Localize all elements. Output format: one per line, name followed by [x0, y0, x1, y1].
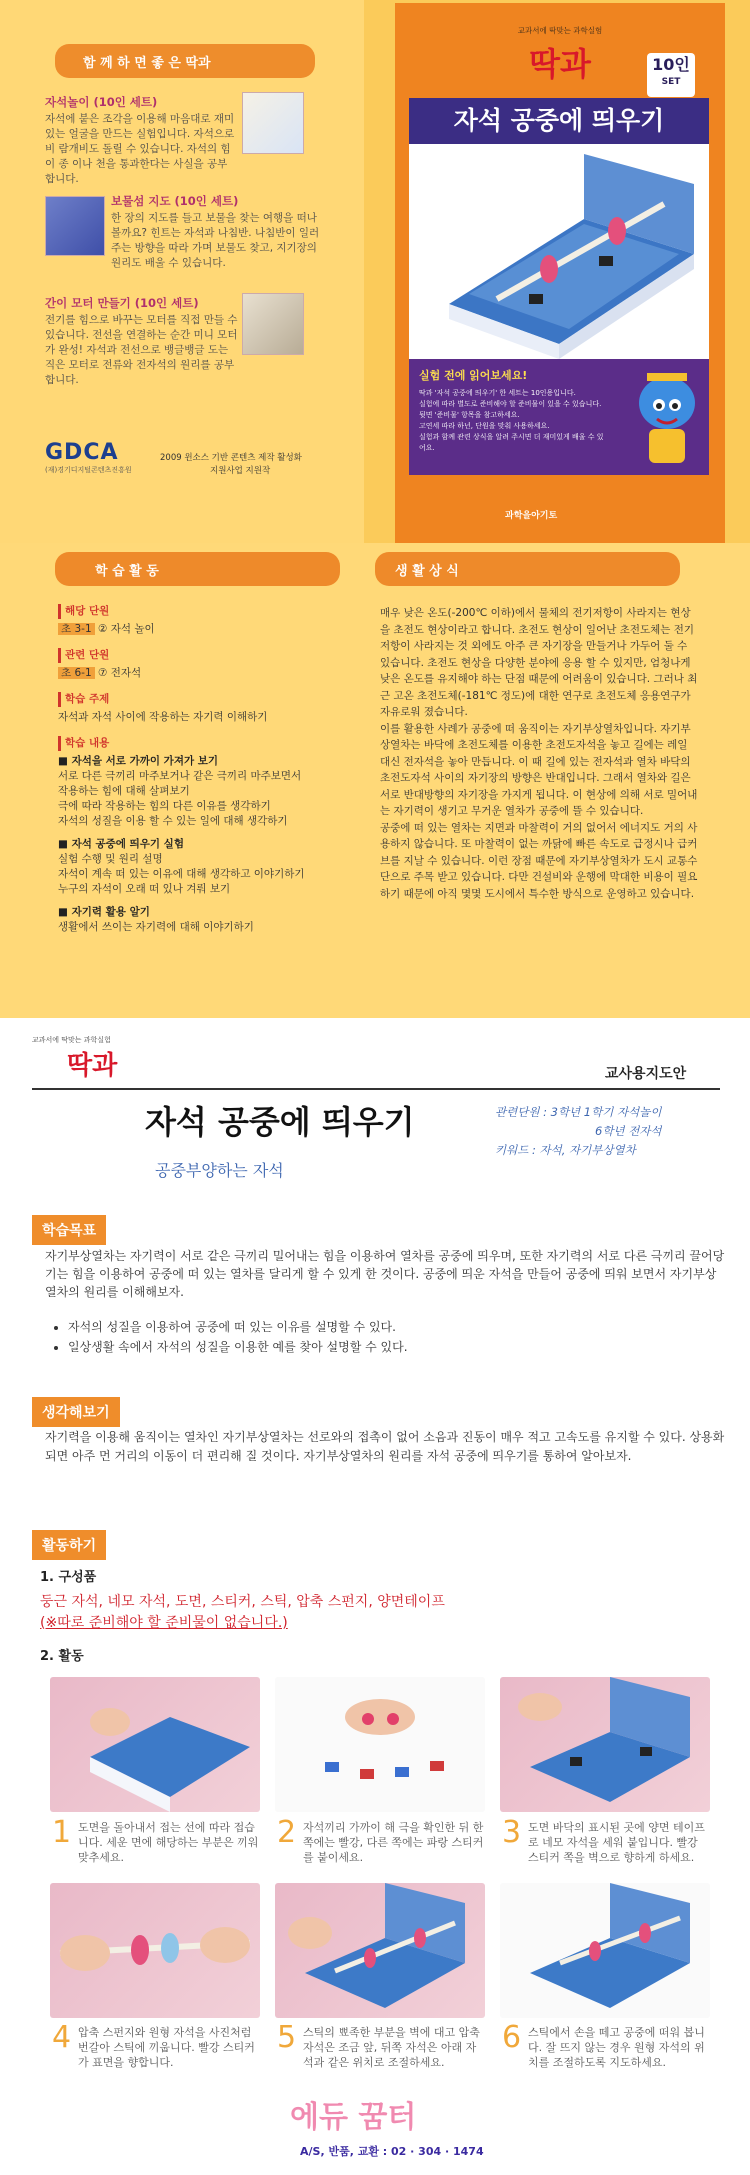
content-line: 서로 다른 극끼리 마주보거나 같은 극끼리 마주보면서: [58, 770, 302, 782]
guide-meta: [495, 1103, 662, 1160]
activity-heading: 2. 활동: [40, 1649, 84, 1664]
goal-text: 자기부상열차는 자기력이 서로 같은 극끼리 밀어내는 힘을 이용하여 열차를 공중에 띄우며, 또한 자기력의 서로 다른 극끼리 끌어당기는 힘을 이용하여 공중에 떠 있는 열차를 달리게 할 수 있게 한 것이다. 공중에 띄운 자석을 만들어 공중에 띄워 보면서 자기부상열차의 원리를 이해해보자.: [45, 1249, 725, 1299]
step-4-text: 압축 스펀지와 원형 자석을 사진처럼 번갈아 스틱에 끼웁니다. 빨강 스티커가 표면을 향합니다.: [78, 2026, 255, 2069]
common-paragraph: 매우 낮은 온도(-200℃ 이하)에서 물체의 전기저항이 사라지는 현상을 초전도 현상이라고 합니다. 초전도 현상이 일어난 초전도체는 전기저항이 사라지는 것 외에도 아주 큰 자기장을 만들거나 가두어 둘 수 있습니다. 초전도 현상을 다양한 분야에 응용 할 수 있지만, 엄청나게 낮은 온도를 유지해야 하는 단점 때문에 어려움이 있습니다. 그러나 최근 고온 초전도체(-181℃ 정도)에 대한 연구로 초전도체 응용연구가 자유로워 졌습니다.: [380, 607, 698, 718]
content-block-2: [58, 837, 358, 897]
content-line: 자석의 성질을 이용 할 수 있는 일에 대해 생각하기: [58, 815, 288, 827]
common-header-text: 생 활 상 식: [395, 564, 459, 579]
step-5-illustration: [275, 1883, 485, 2018]
gdca-desc: [160, 452, 302, 478]
goal-bullet: • 자석의 성질을 이용하여 공중에 떠 있는 이유를 설명할 수 있다.: [68, 1317, 408, 1337]
footer-brand: [290, 2092, 416, 2136]
content-block-title: ■ 자석 공중에 띄우기 실험: [58, 838, 184, 850]
related-row: [58, 666, 358, 681]
step-2-num: 2: [277, 1815, 297, 1850]
step-2-photo: [275, 1677, 485, 1812]
step-4-num: 4: [52, 2020, 72, 2055]
unit-label: 해당 단원: [58, 604, 358, 619]
meta-line: 키워드 : 자석, 자기부상열차: [495, 1143, 636, 1157]
guide-divider: [32, 1088, 720, 1090]
step-3-illustration: [500, 1677, 710, 1812]
goal-label: 학습목표: [32, 1215, 106, 1245]
step-3-num: 3: [502, 1815, 522, 1850]
step-1-photo: [50, 1677, 260, 1812]
cover-title: 자석 공중에 띄우기: [453, 106, 665, 135]
guide-subtitle: 공중부양하는 자석: [155, 1161, 284, 1180]
cover-photo: [409, 144, 709, 359]
activities-body: [58, 604, 358, 935]
cover-title-band: [409, 98, 709, 144]
activities-header: [55, 552, 340, 586]
unit-badge: 초 3-1: [58, 623, 95, 635]
step-4-photo: [50, 1883, 260, 2018]
common-header: [375, 552, 680, 586]
cover-brand: 딱과: [529, 45, 591, 83]
content-line: 누구의 자석이 오래 떠 있나 겨뤄 보기: [58, 883, 231, 895]
content-block-3: [58, 905, 358, 935]
set-badge-2: SET: [661, 77, 681, 87]
step-3-photo: [500, 1677, 710, 1812]
notice-line: 실험에 따라 별도로 준비해야 할 준비물이 있을 수 있습니다.: [419, 400, 602, 408]
left-header-text: 함 께 하 면 좋 은 딱과: [83, 56, 211, 71]
gdca-desc-1: 2009 윈소스 기반 콘텐츠 제작 활성화: [160, 453, 302, 463]
magnet-model-illustration: [409, 144, 709, 359]
think-text: 자기력을 이용해 움직이는 열차인 자기부상열차는 선로와의 접촉이 없어 소음과 진동이 매우 적고 고속도를 유지할 수 있다. 상용화되면 아주 먼 거리의 이동이 더 편리해 질 것이다. 자기부상열차의 원리를 자석 공중에 띄우기를 통하여 알아보자.: [45, 1430, 725, 1463]
guide-logo-brand: 딱과: [67, 1051, 118, 1081]
meta-line: 6학년 전자석: [595, 1124, 662, 1138]
common-body: [380, 605, 700, 902]
notice-line: 고연세 따라 하넌, 단원을 맞춰 사용하세요.: [419, 422, 550, 430]
content-block-title: ■ 자석을 서로 가까이 가져가 보기: [58, 755, 219, 767]
related-badge: 초 6-1: [58, 667, 95, 679]
content-block-title: ■ 자기력 활용 알기: [58, 906, 150, 918]
step-6-text: 스틱에서 손을 떼고 공중에 떠워 봅니다. 잘 뜨지 않는 경우 원형 자석의 위치를 조절하도록 지도하세요.: [528, 2026, 705, 2069]
content-line: 극에 따라 작용하는 힘의 다른 이유를 생각하기: [58, 800, 271, 812]
item-body: 한 장의 지도를 들고 보물을 찾는 여행을 떠나 볼까요? 힌트는 자석과 나침반. 나침반이 일러 주는 방향을 따라 가며 보물도 찾고, 지기장의 원리도 배울 수 있습니다.: [111, 212, 320, 269]
footer-contact: A/S, 반품, 교환 : 02 · 304 · 1474: [300, 2145, 484, 2158]
guide-logo: [32, 1035, 117, 1082]
step-5-num: 5: [277, 2020, 297, 2055]
item-body: 자석에 붙은 조각을 이용해 마음대로 재미있는 얼굴을 만드는 실험입니다. 자석으로 비 람개비도 돌릴 수 있습니다. 자석의 힘이 종 이나 천을 통과한다는 사실을 공부합니다.: [45, 113, 235, 185]
item-3-photo: [242, 293, 304, 355]
content-block-1: [58, 754, 358, 829]
item-title: 간이 모터 만들기 (10인 세트): [45, 296, 199, 310]
step-3-text: 도면 바닥의 표시된 곳에 양면 테이프로 네모 자석을 세워 붙입니다. 빨강 스티커 쪽을 벽으로 향하게 하세요.: [528, 1821, 705, 1864]
step-5-photo: [275, 1883, 485, 2018]
step-6-num: 6: [502, 2020, 522, 2055]
step-6-photo: [500, 1883, 710, 2018]
guide-label: 교사용지도안: [605, 1066, 687, 1082]
related-label: 관련 단원: [58, 648, 358, 663]
guide-logo-small: 교과서에 딱맞는 과학실험: [32, 1036, 111, 1044]
think-label: 생각해보기: [32, 1397, 120, 1427]
gdca-desc-2: 지원사업 지원작: [210, 466, 271, 476]
activities-header-text: 학 습 활 동: [95, 564, 159, 579]
gdca-logo: [45, 440, 132, 475]
item-title: 자석놀이 (10인 세트): [45, 95, 158, 109]
topic-label: 학습 주제: [58, 692, 358, 707]
guide-title: 자석 공중에 띄우기: [145, 1103, 415, 1141]
content-line: 실험 수행 및 원리 설명: [58, 853, 163, 865]
footer-brand-text: 에듀 꿈터: [290, 2100, 417, 2135]
mascot-icon: [617, 363, 717, 483]
unit-text: ② 자석 놀이: [97, 623, 155, 635]
step-4-illustration: [50, 1883, 260, 2018]
content-label: 학습 내용: [58, 736, 358, 751]
common-paragraph: 이를 활용한 사례가 공중에 떠 움직이는 자기부상열차입니다. 자기부상열차는 바닥에 초전도체를 이용한 초전도자석을 놓고 길에는 레일 대신 전자석을 놓아 만듭니다. 이 때 길에 있는 전자석과 열차 바닥의 초전도자석 사이의 자기장의 방향은 반대입니다. 그래서 열차와 길은 서로 반대방향의 자기장을 가지게 됩니다. 이 현상에 의해 서로 밀어내는 자기력이 생기고 무거운 열차가 공중에 뜰 수 있습니다.: [380, 722, 698, 817]
notice-line: 실험과 함께 관련 상식을 알려 주시면 더 재미있게 배울 수 있어요.: [419, 433, 604, 452]
goal-bullet: • 일상생활 속에서 자석의 성질을 이용한 예를 찾아 설명할 수 있다.: [68, 1337, 408, 1357]
set-badge-1: 10인: [652, 55, 690, 74]
materials-note: (※따로 준비해야 할 준비물이 없습니다.): [40, 1615, 288, 1631]
step-1-num: 1: [52, 1815, 72, 1850]
unit-row: [58, 622, 358, 637]
item-1-photo: [242, 92, 304, 154]
step-2-illustration: [275, 1677, 485, 1812]
content-line: 자석이 계속 떠 있는 이유에 대해 생각하고 이야기하기: [58, 868, 305, 880]
step-1-illustration: [50, 1677, 260, 1812]
item-title: 보물섬 지도 (10인 세트): [111, 194, 239, 208]
gdca-sub: (재)경기디지털콘텐츠진흥원: [45, 466, 132, 474]
cover-top-small: 교과서에 딱맞는 과학실험: [517, 26, 603, 35]
cover-set-badge: [647, 53, 695, 97]
item-body: 전기를 힘으로 바꾸는 모터를 직접 만들 수 있습니다. 전선을 연결하는 순간 미니 모터가 완성! 자석과 전선으로 뱅글뱅글 도는 직은 모터로 전류와 전자석의 원리를 공부합니다.: [45, 314, 238, 386]
cover-publisher: 과학을아기토: [505, 511, 558, 521]
common-paragraph: 공중에 떠 있는 열차는 지면과 마찰력이 거의 없어서 에너지도 거의 사용하지 않습니다. 또 마찰력이 없는 까닭에 빠른 속도로 급정시나 급커브를 지날 수 있습니다. 이런 장점 때문에 자기부상열차가 도시 교통수단으로 주목 받고 있습니다. 다만 건설비와 운행에 막대한 비용이 필요하기 때문에 아직 몇몇 도시에서 특수한 방식으로 운영하고 있습니다.: [380, 821, 698, 900]
notice-line: 뒷면 '준비물' 항목을 참고하세요.: [419, 411, 520, 419]
left-header: [55, 44, 315, 78]
materials-heading: 1. 구성품: [40, 1570, 97, 1585]
step-1-text: 도면을 돌아내서 접는 선에 따라 접습니다. 세운 면에 해당하는 부분은 끼워 맞추세요.: [78, 1821, 259, 1864]
act-label: 활동하기: [32, 1530, 106, 1560]
cover: [395, 3, 725, 543]
meta-line: 관련단원 : 3학년 1학기 자석놀이: [495, 1105, 662, 1119]
step-6-illustration: [500, 1883, 710, 2018]
notice-line: 딱과 '자석 공중에 띄우기' 한 세트는 10인용입니다.: [419, 389, 576, 397]
materials-text: 둥근 자석, 네모 자석, 도면, 스티커, 스틱, 압축 스펀지, 양면테이프: [40, 1594, 445, 1610]
related-text: ⑦ 전자석: [97, 667, 142, 679]
goal-bullets: [68, 1317, 408, 1357]
step-5-text: 스틱의 뾰족한 부분을 벽에 대고 압축 자석은 조금 앞, 뒤쪽 자석은 아래 자석과 같은 위치로 조절하세요.: [303, 2026, 480, 2069]
content-line: 작용하는 힘에 대해 살펴보기: [58, 785, 190, 797]
topic-text: 자석과 자석 사이에 작용하는 자기력 이해하기: [58, 711, 268, 723]
mascot-illustration: [617, 363, 717, 483]
notice-title: 실험 전에 읽어보세요!: [419, 369, 528, 382]
step-2-text: 자석끼리 가까이 해 극을 확인한 뒤 한 쪽에는 빨강, 다른 쪽에는 파랑 스티커를 붙이세요.: [303, 1821, 484, 1864]
item-2-photo: [45, 196, 105, 256]
content-line: 생활에서 쓰이는 자기력에 대해 이야기하기: [58, 921, 254, 933]
gdca-logo-text: GDCA: [45, 440, 119, 465]
